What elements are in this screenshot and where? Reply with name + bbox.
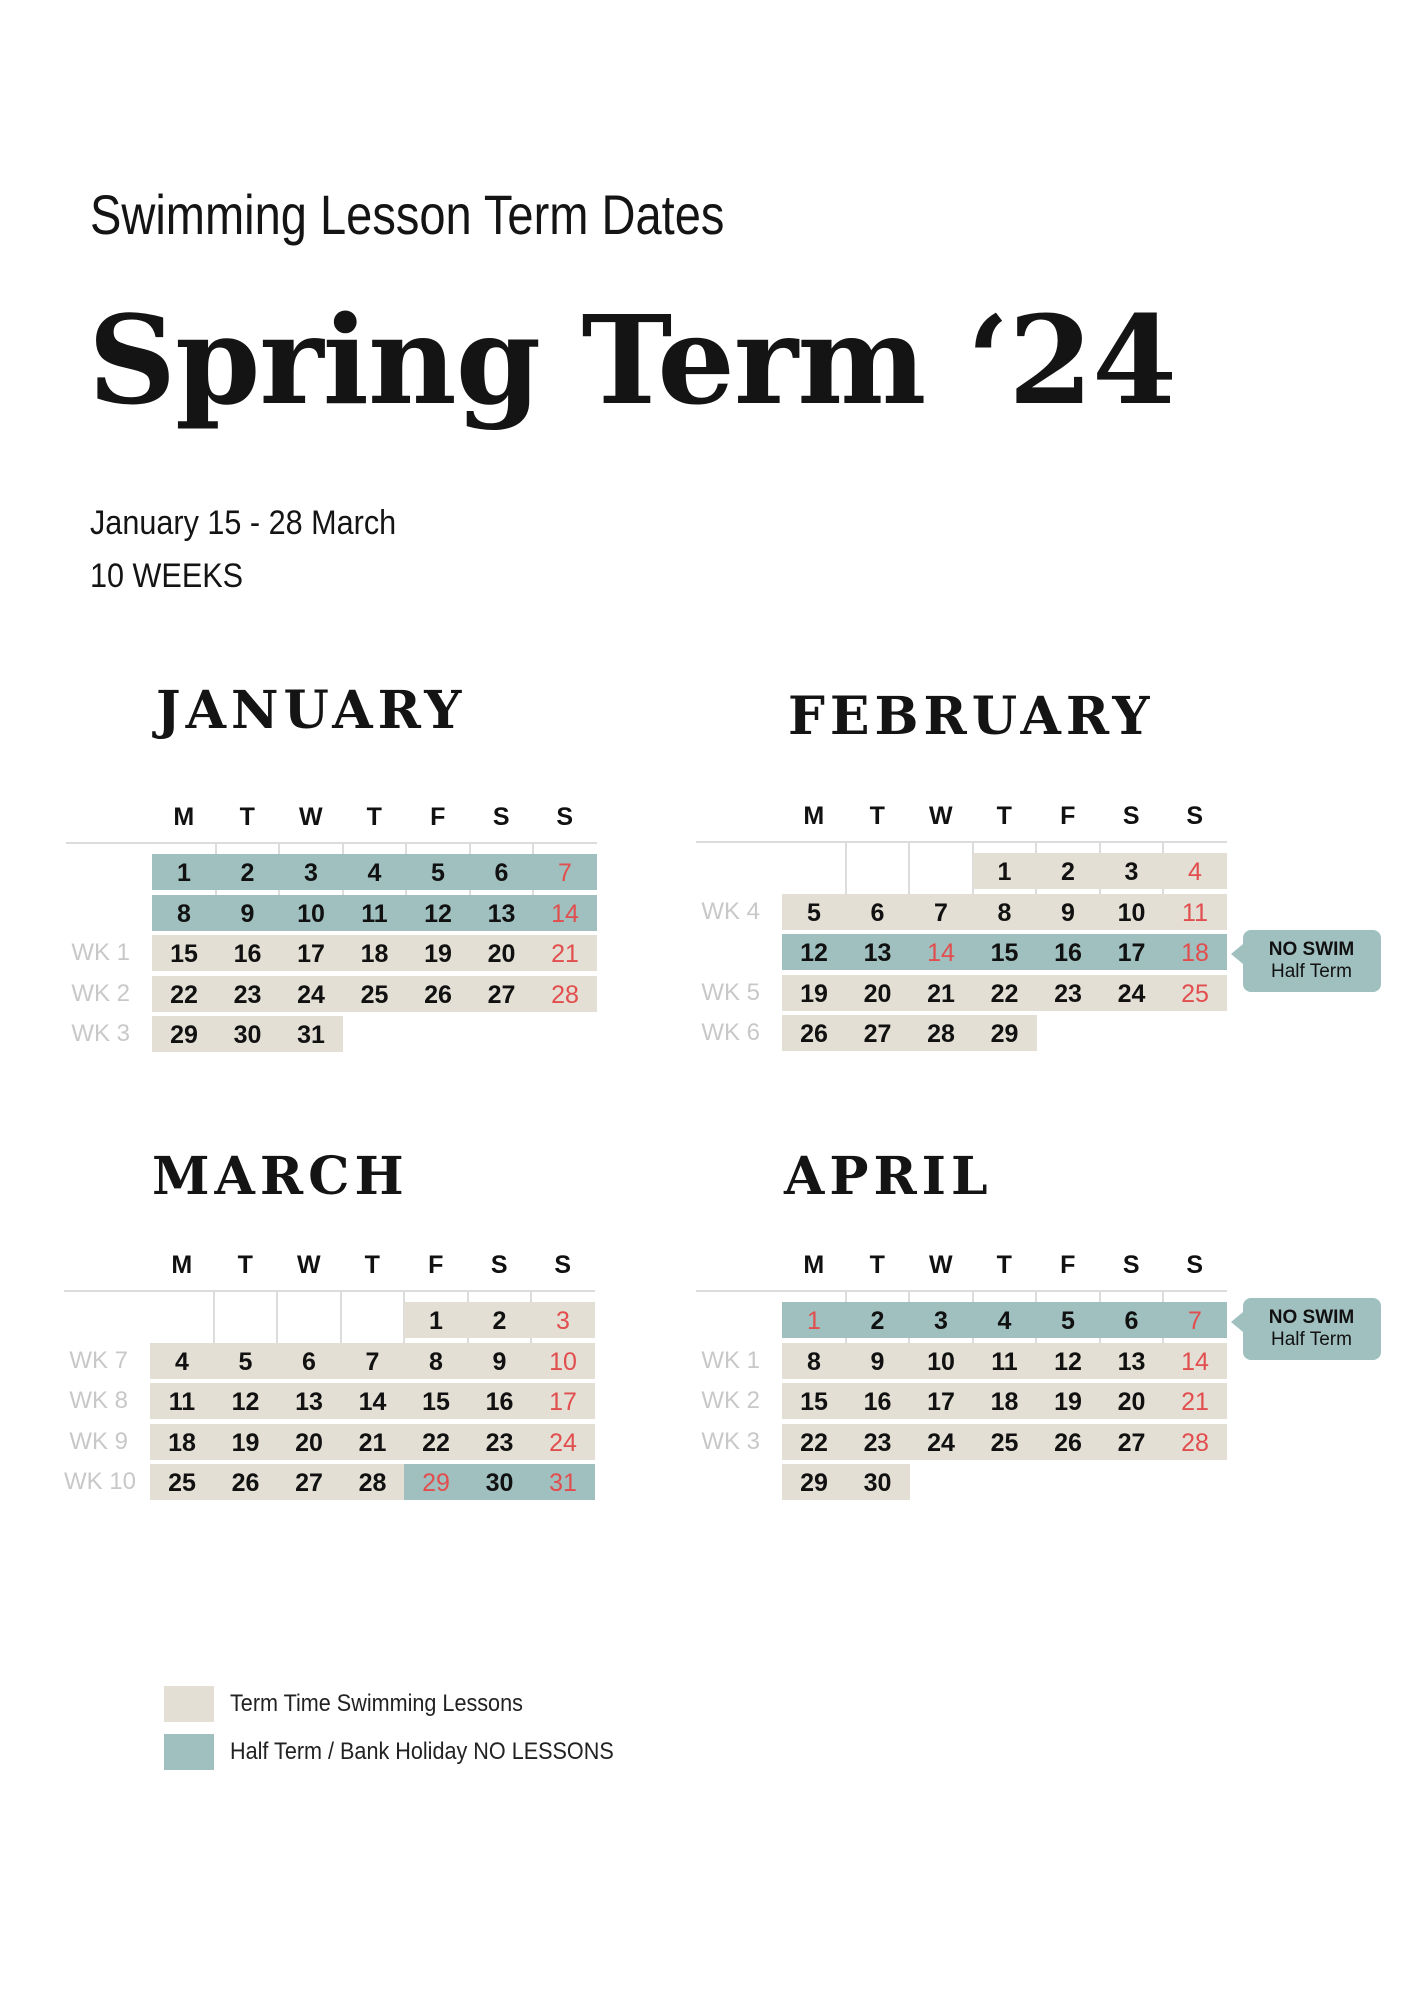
calendar-day: 19 [214,1424,278,1460]
calendar-day: 24 [531,1424,595,1460]
date-range: January 15 - 28 March [90,504,397,542]
calendar-day: 13 [470,895,534,931]
calendar-day: 29 [152,1016,216,1052]
calendar-day: 23 [846,1424,910,1460]
month-title-april: APRIL [784,1146,993,1207]
calendar-day: 11 [343,895,407,931]
calendar-day: 4 [150,1343,214,1379]
page-title: Spring Term ‘24 [88,288,1177,432]
column-divider [845,843,847,897]
calendar-day: 8 [404,1343,468,1379]
calendar-day: 23 [216,976,280,1012]
calendar-day: 4 [1163,853,1227,889]
callout-subtitle: Half Term [1271,961,1352,982]
calendar-day: 12 [1036,1343,1100,1379]
calendar-day: 25 [973,1424,1037,1460]
calendar-day: 6 [846,894,910,930]
day-header: S [492,803,510,831]
calendar-day: 13 [1100,1343,1164,1379]
week-label: WK 4 [701,897,760,925]
calendar-day: 17 [531,1383,595,1419]
no-swim-callout [1243,930,1381,992]
calendar-day: 11 [1163,894,1227,930]
day-header: W [298,803,323,831]
calendar-day: 25 [1163,975,1227,1011]
calendar-day: 8 [782,1343,846,1379]
calendar-day: 3 [531,1302,595,1338]
calendar-day: 11 [973,1343,1037,1379]
calendar-day: 21 [533,935,597,971]
calendar-day: 14 [533,895,597,931]
calendar-day: 24 [909,1424,973,1460]
month-title-march: MARCH [152,1146,409,1207]
callout-subtitle: Half Term [1271,1329,1352,1350]
calendar-day: 11 [150,1383,214,1419]
calendar-day: 24 [1100,975,1164,1011]
calendar-day: 15 [782,1383,846,1419]
day-header: T [996,1251,1012,1279]
calendar-day: 23 [468,1424,532,1460]
calendar-day: 16 [216,935,280,971]
day-header: F [430,803,446,831]
day-header: M [173,803,195,831]
calendar-day: 30 [468,1464,532,1500]
column-divider [276,1292,278,1346]
calendar-day: 28 [1163,1424,1227,1460]
calendar-day: 9 [468,1343,532,1379]
calendar-day: 2 [846,1302,910,1338]
day-header: W [928,1251,953,1279]
weeks-count: 10 WEEKS [90,557,244,595]
calendar-day: 7 [909,894,973,930]
calendar-day: 19 [782,975,846,1011]
week-label: WK 2 [701,1387,760,1414]
calendar-day: 26 [1036,1424,1100,1460]
day-header: T [366,803,382,831]
calendar-day: 25 [343,976,407,1012]
calendar-day: 17 [909,1383,973,1419]
calendar-day: 29 [782,1464,846,1500]
calendar-day: 19 [406,935,470,971]
calendar-day: 9 [846,1343,910,1379]
column-divider [908,843,910,897]
calendar-day: 3 [909,1302,973,1338]
calendar-day: 16 [846,1383,910,1419]
calendar-day: 18 [150,1424,214,1460]
day-header: F [1060,802,1076,830]
calendar-day: 5 [1036,1302,1100,1338]
calendar-day: 26 [406,976,470,1012]
calendar-day: 1 [782,1302,846,1338]
calendar-day: 13 [277,1383,341,1419]
header-divider [696,841,1227,843]
calendar-day: 25 [150,1464,214,1500]
calendar-day: 30 [846,1464,910,1500]
calendar-day: 12 [782,934,846,970]
week-label: WK 6 [701,1019,760,1046]
day-header: T [869,1251,885,1279]
calendar-day: 5 [782,894,846,930]
calendar-day: 18 [343,935,407,971]
day-header: F [428,1251,444,1279]
day-header: W [928,802,953,830]
calendar-march [64,1240,624,1540]
day-header: M [803,1251,825,1279]
calendar-day: 2 [216,854,280,890]
week-label: WK 2 [71,979,130,1007]
calendar-day: 18 [1163,934,1227,970]
calendar-day: 16 [1036,934,1100,970]
calendar-day: 15 [404,1383,468,1419]
callout-title: NO SWIM [1268,939,1355,960]
calendar-april [696,1240,1355,1540]
month-title-january: JANUARY [156,680,467,741]
calendar-day: 19 [1036,1383,1100,1419]
legend-label-term: Term Time Swimming Lessons [230,1690,523,1717]
day-header: T [239,803,255,831]
week-label: WK 5 [701,978,760,1006]
calendar-day: 4 [343,854,407,890]
calendar-day: 29 [973,1015,1037,1051]
calendar-day: 7 [341,1343,405,1379]
calendar-day: 10 [279,895,343,931]
calendar-day: 7 [1163,1302,1227,1338]
calendar-day: 20 [470,935,534,971]
calendar-day: 5 [214,1343,278,1379]
calendar-day: 22 [152,976,216,1012]
calendar-day: 5 [406,854,470,890]
day-header: S [1186,802,1204,830]
week-label: WK 9 [69,1427,128,1455]
calendar-day: 21 [341,1424,405,1460]
day-header: F [1060,1251,1076,1279]
calendar-day: 28 [341,1464,405,1500]
day-header: T [237,1251,253,1279]
subtitle: Swimming Lesson Term Dates [90,183,725,246]
calendar-day: 20 [277,1424,341,1460]
calendar-day: 22 [404,1424,468,1460]
calendar-february [696,791,1355,1091]
header-divider [64,1290,595,1292]
day-header: S [556,803,574,831]
calendar-day: 23 [1036,975,1100,1011]
day-header: S [490,1251,508,1279]
calendar-day: 27 [1100,1424,1164,1460]
calendar-day: 10 [909,1343,973,1379]
calendar-day: 9 [1036,894,1100,930]
calendar-day: 2 [468,1302,532,1338]
day-header: S [554,1251,572,1279]
calendar-day: 24 [279,976,343,1012]
calendar-day: 2 [1036,853,1100,889]
calendar-day: 3 [279,854,343,890]
day-header: T [869,802,885,830]
calendar-day: 1 [973,853,1037,889]
calendar-day: 14 [909,934,973,970]
calendar-day: 4 [973,1302,1037,1338]
week-label: WK 8 [69,1387,128,1414]
calendar-day: 8 [973,894,1037,930]
calendar-day: 20 [846,975,910,1011]
calendar-day: 12 [214,1383,278,1419]
week-label: WK 10 [64,1468,137,1495]
calendar-day: 1 [404,1302,468,1338]
calendar-day: 27 [846,1015,910,1051]
calendar-day: 17 [1100,934,1164,970]
header-divider [66,842,597,844]
day-header: T [364,1251,380,1279]
week-label: WK 3 [71,1020,130,1047]
calendar-day: 14 [1163,1343,1227,1379]
week-label: WK 1 [71,939,130,966]
calendar-day: 22 [973,975,1037,1011]
day-header: S [1122,802,1140,830]
calendar-day: 31 [531,1464,595,1500]
calendar-day: 6 [277,1343,341,1379]
calendar-day: 15 [973,934,1037,970]
calendar-day: 22 [782,1424,846,1460]
week-label: WK 7 [69,1346,128,1374]
calendar-day: 27 [470,976,534,1012]
calendar-day: 16 [468,1383,532,1419]
week-label: WK 1 [701,1346,760,1374]
calendar-day: 9 [216,895,280,931]
calendar-day: 1 [152,854,216,890]
calendar-day: 27 [277,1464,341,1500]
callout-title: NO SWIM [1268,1307,1355,1328]
day-header: W [296,1251,321,1279]
calendar-day: 14 [341,1383,405,1419]
month-title-february: FEBRUARY [788,686,1155,747]
calendar-day: 18 [973,1383,1037,1419]
week-label: WK 3 [701,1427,760,1455]
calendar-day: 20 [1100,1383,1164,1419]
day-header: S [1122,1251,1140,1279]
calendar-day: 13 [846,934,910,970]
calendar-day: 15 [152,935,216,971]
column-divider [213,1292,215,1346]
day-header: S [1186,1251,1204,1279]
calendar-day: 26 [214,1464,278,1500]
column-divider [340,1292,342,1346]
calendar-day: 26 [782,1015,846,1051]
legend-swatch-half-term [164,1734,214,1770]
calendar-day: 10 [531,1343,595,1379]
calendar-day: 8 [152,895,216,931]
calendar-day: 28 [909,1015,973,1051]
calendar-day: 12 [406,895,470,931]
calendar-day: 21 [1163,1383,1227,1419]
calendar-day: 17 [279,935,343,971]
day-header: T [996,802,1012,830]
calendar-day: 21 [909,975,973,1011]
calendar-day: 10 [1100,894,1164,930]
calendar-day: 7 [533,854,597,890]
calendar-day: 28 [533,976,597,1012]
day-header: M [803,802,825,830]
calendar-day: 3 [1100,853,1164,889]
calendar-day: 30 [216,1016,280,1052]
day-header: M [171,1251,193,1279]
no-swim-callout [1243,1298,1381,1360]
calendar-january [66,792,626,1092]
calendar-day: 31 [279,1016,343,1052]
calendar-day: 6 [470,854,534,890]
header-divider [696,1290,1227,1292]
legend-label-half-term: Half Term / Bank Holiday NO LESSONS [230,1738,614,1765]
legend-swatch-term [164,1686,214,1722]
calendar-day: 6 [1100,1302,1164,1338]
calendar-day: 29 [404,1464,468,1500]
